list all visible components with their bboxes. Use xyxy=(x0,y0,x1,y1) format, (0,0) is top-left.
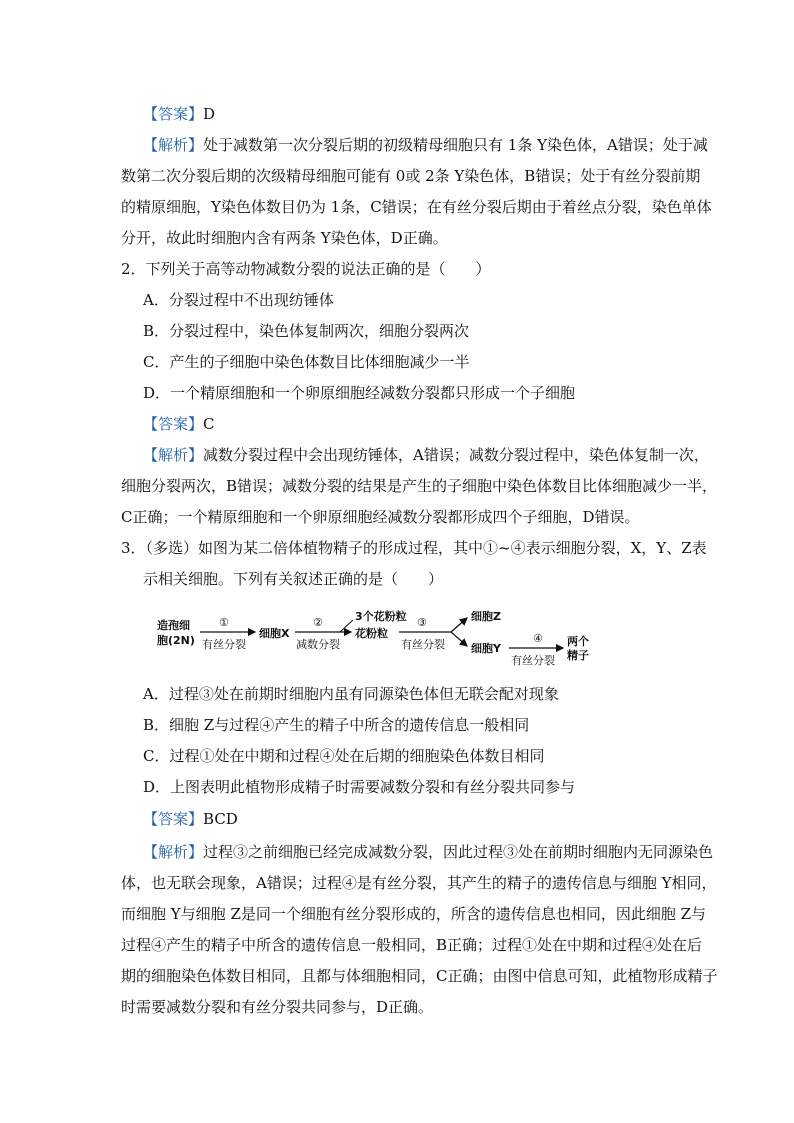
q2-option-c: C．产生的子细胞中染色体数目比体细胞减少一半 xyxy=(143,353,470,371)
sperm-label-2: 精子 xyxy=(567,649,589,662)
q3-answer xyxy=(143,809,238,829)
branch-to-y xyxy=(451,632,467,646)
q1-analysis-line: 数第二次分裂后期的次级精母细胞可能有 0或 2条 Y染色体，B错误；处于有丝分裂前期 xyxy=(121,167,701,185)
analysis-tag: 【解析】 xyxy=(143,446,204,464)
analysis-tag: 【解析】 xyxy=(143,136,204,154)
answer-value: BCD xyxy=(203,810,238,828)
answer-tag: 【答案】 xyxy=(143,105,204,123)
q3-option-c: C．过程①处在中期和过程④处在后期的细胞染色体数目相同 xyxy=(143,747,545,765)
q3-stem-line: 示相关细胞。下列有关叙述正确的是（ ） xyxy=(143,570,444,588)
q3-option-a: A．过程③处在前期时细胞内虽有同源染色体但无联会配对现象 xyxy=(143,685,559,703)
q3-analysis-line: 体，也无联会现象，A错误；过程④是有丝分裂，其产生的精子的遗传信息与细胞 Y相同， xyxy=(121,874,717,892)
q2-option-b: B．分裂过程中，染色体复制两次，细胞分裂两次 xyxy=(143,322,470,340)
q2-option-a: A．分裂过程中不出现纺锤体 xyxy=(143,291,334,309)
q3-analysis-line: 期的细胞染色体数目相同，且都与体细胞相同，C正确；由图中信息可知，此植物形成精子 xyxy=(121,967,718,985)
analysis-text: 减数分裂过程中会出现纺锤体，A错误；减数分裂过程中，染色体复制一次， xyxy=(203,446,709,464)
q3-stem-line: 3．（多选）如图为某二倍体植物精子的形成过程，其中①~④表示细胞分裂，X，Y、Z表 xyxy=(121,539,707,557)
start-cell-label-2: 胞(2N) xyxy=(157,634,195,647)
q3-analysis-line: 时需要减数分裂和有丝分裂共同参与，D正确。 xyxy=(121,998,434,1016)
answer-value: D xyxy=(203,105,216,123)
q2-stem: 2．下列关于高等动物减数分裂的说法正确的是（ ） xyxy=(121,260,491,278)
branch-line xyxy=(340,620,353,632)
step1-label: 有丝分裂 xyxy=(202,638,246,651)
step4-label: 有丝分裂 xyxy=(511,654,555,667)
analysis-tag: 【解析】 xyxy=(143,843,204,861)
cell-x-label: 细胞X xyxy=(259,627,290,640)
sperm-label-1: 两个 xyxy=(567,635,589,648)
q1-analysis-line: 的精原细胞，Y染色体数目仍为 1条，C错误；在有丝分裂后期由于着丝点分裂，染色单体 xyxy=(121,198,712,216)
answer-tag: 【答案】 xyxy=(143,810,204,828)
answer-value: C xyxy=(203,415,215,433)
q3-option-b: B．细胞 Z与过程④产生的精子中所含的遗传信息一般相同 xyxy=(143,716,530,734)
q2-option-d: D．一个精原细胞和一个卵原细胞经减数分裂都只形成一个子细胞 xyxy=(143,384,576,402)
q3-analysis-line xyxy=(143,842,713,862)
branch-to-z xyxy=(451,618,467,632)
step1-number: ① xyxy=(219,616,229,629)
start-cell-label-1: 造孢细 xyxy=(157,619,190,632)
sperm-formation-diagram xyxy=(155,608,605,678)
grain-label: 花粉粒 xyxy=(355,627,388,640)
q1-analysis-line xyxy=(143,135,708,155)
step2-label: 减数分裂 xyxy=(296,638,340,651)
answer-tag: 【答案】 xyxy=(143,415,204,433)
three-grains-label: 3个花粉粒 xyxy=(355,610,407,623)
step4-number: ④ xyxy=(533,632,543,645)
q1-answer xyxy=(143,104,215,124)
q2-analysis-line: C正确；一个精原细胞和一个卵原细胞经减数分裂都形成四个子细胞，D错误。 xyxy=(121,508,640,526)
q2-answer xyxy=(143,414,215,434)
q3-option-d: D．上图表明此植物形成精子时需要减数分裂和有丝分裂共同参与 xyxy=(143,778,576,796)
cell-z-label: 细胞Z xyxy=(471,610,501,623)
analysis-text: 处于减数第一次分裂后期的初级精母细胞只有 1条 Y染色体，A错误；处于减 xyxy=(203,136,708,154)
q1-analysis-line: 分开，故此时细胞内含有两条 Y染色体，D正确。 xyxy=(121,229,448,247)
q2-analysis-line xyxy=(143,445,709,465)
analysis-text: 过程③之前细胞已经完成减数分裂，因此过程③处在前期时细胞内无同源染色 xyxy=(203,843,714,861)
q2-analysis-line: 细胞分裂两次，B错误；减数分裂的结果是产生的子细胞中染色体数目比体细胞减少一半， xyxy=(121,477,718,495)
step3-label: 有丝分裂 xyxy=(401,638,445,651)
step3-number: ③ xyxy=(417,616,427,629)
q3-analysis-line: 而细胞 Y与细胞 Z是同一个细胞有丝分裂形成的，所含的遗传信息也相同，因此细胞 Z与 xyxy=(121,905,707,923)
cell-y-label: 细胞Y xyxy=(471,642,501,655)
q3-analysis-line: 过程④产生的精子中所含的遗传信息一般相同，B正确；过程①处在中期和过程④处在后 xyxy=(121,936,703,954)
step2-number: ② xyxy=(313,616,323,629)
